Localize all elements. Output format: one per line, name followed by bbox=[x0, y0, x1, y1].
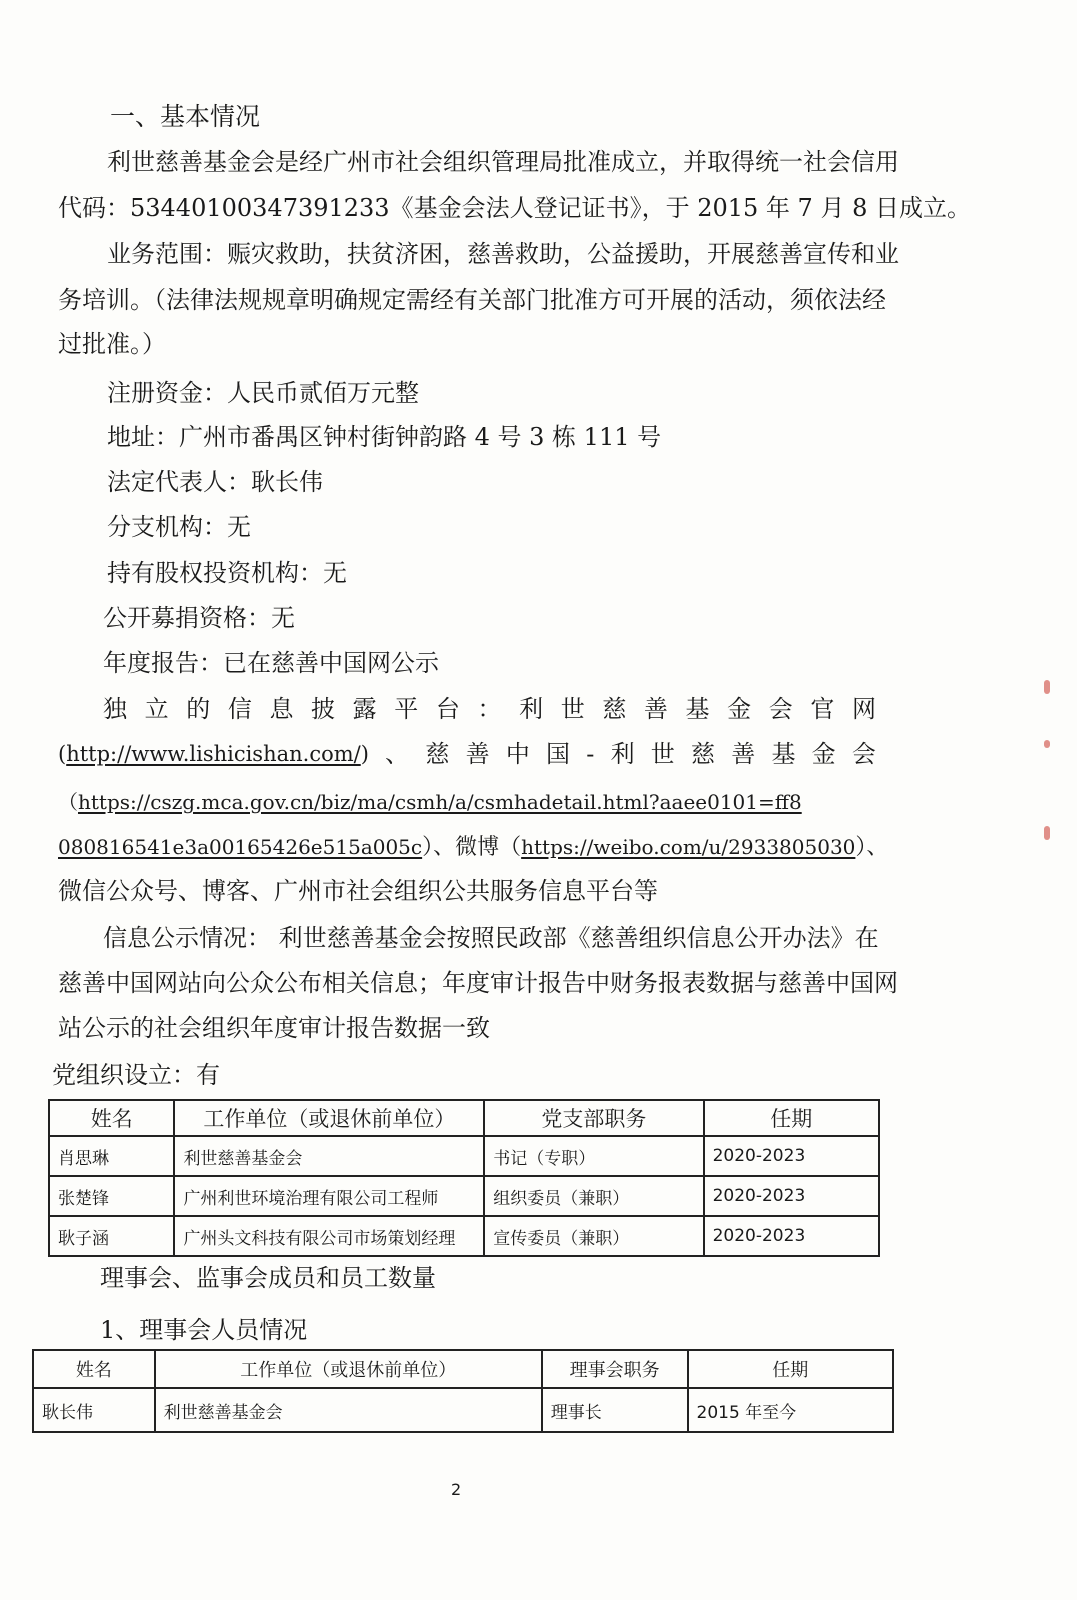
header-term: 任期 bbox=[704, 1100, 879, 1136]
section-heading: 一、基本情况 bbox=[110, 102, 261, 131]
table-row bbox=[49, 1136, 879, 1176]
header-board-position: 理事会职务 bbox=[542, 1350, 688, 1388]
cell-term: 2020-2023 bbox=[704, 1176, 879, 1216]
website-link[interactable]: http://www.lishicishan.com/ bbox=[66, 742, 361, 766]
header-workplace: 工作单位（或退休前单位） bbox=[155, 1350, 542, 1388]
header-name: 姓名 bbox=[49, 1100, 174, 1136]
table-row bbox=[33, 1388, 893, 1432]
business-scope-line-1: 业务范围：赈灾救助，扶贫济困，慈善救助，公益援助，开展慈善宣传和业 bbox=[107, 240, 899, 268]
business-scope-line-2: 务培训。（法律法规规章明确规定需经有关部门批准方可开展的活动，须依法经 bbox=[58, 286, 886, 314]
business-scope-line-3: 过批准。） bbox=[58, 330, 166, 358]
equity-investment: 持有股权投资机构：无 bbox=[107, 559, 347, 587]
weibo-link[interactable]: https://weibo.com/u/2933805030 bbox=[521, 835, 856, 859]
cell-name: 耿子涵 bbox=[49, 1216, 174, 1256]
intro-line-1: 利世慈善基金会是经广州市社会组织管理局批准成立，并取得统一社会信用 bbox=[107, 148, 899, 176]
disclosure-label: 独 立 的 信 息 披 露 平 台 ： 利 世 慈 善 基 金 会 官 网 bbox=[103, 695, 876, 723]
cell-term: 2020-2023 bbox=[704, 1136, 879, 1176]
table-row bbox=[49, 1176, 879, 1216]
cell-workplace: 广州利世环境治理有限公司工程师 bbox=[174, 1176, 484, 1216]
party-org-status: 党组织设立：有 bbox=[52, 1061, 220, 1089]
edge-stamp-mark bbox=[1044, 680, 1050, 694]
info-public-line-1: 信息公示情况： 利世慈善基金会按照民政部《慈善组织信息公开办法》在 bbox=[103, 924, 879, 952]
page-number: 2 bbox=[451, 1480, 462, 1499]
cell-workplace: 广州头文科技有限公司市场策划经理 bbox=[174, 1216, 484, 1256]
registered-capital: 注册资金：人民币贰佰万元整 bbox=[107, 379, 419, 407]
address: 地址：广州市番禺区钟村街钟韵路 4 号 3 栋 111 号 bbox=[107, 423, 662, 451]
edge-stamp-mark bbox=[1044, 826, 1050, 840]
cell-position: 宣传委员（兼职） bbox=[484, 1216, 703, 1256]
cell-term: 2015 年至今 bbox=[688, 1388, 894, 1432]
cell-position: 书记（专职） bbox=[484, 1136, 703, 1176]
info-public-line-2: 慈善中国网站向公众公布相关信息；年度审计报告中财务报表数据与慈善中国网 bbox=[58, 969, 898, 997]
edge-stamp-mark bbox=[1044, 740, 1050, 748]
intro-line-2: 代码：53440100347391233《基金会法人登记证书》，于 2015 年 7 月 8 日成立。 bbox=[58, 194, 971, 222]
cell-position: 组织委员（兼职） bbox=[484, 1176, 703, 1216]
header-workplace: 工作单位（或退休前单位） bbox=[174, 1100, 484, 1136]
board-heading: 理事会、监事会成员和员工数量 bbox=[100, 1264, 436, 1292]
cell-workplace: 利世慈善基金会 bbox=[155, 1388, 542, 1432]
board-table-header bbox=[33, 1350, 893, 1388]
cszg-link-continued[interactable]: 080816541e3a00165426e515a005c bbox=[58, 835, 423, 859]
header-term: 任期 bbox=[688, 1350, 894, 1388]
disclosure-line-2: (http://www.lishicishan.com/) 、 慈 善 中 国 - 利 世 慈 善 基 金 会 bbox=[58, 740, 876, 768]
legal-representative: 法定代表人：耿长伟 bbox=[107, 468, 323, 496]
disclosure-line-5: 微信公众号、博客、广州市社会组织公共服务信息平台等 bbox=[58, 877, 658, 905]
header-party-position: 党支部职务 bbox=[484, 1100, 703, 1136]
header-name: 姓名 bbox=[33, 1350, 155, 1388]
board-table bbox=[32, 1349, 894, 1433]
party-table bbox=[48, 1099, 880, 1257]
cell-position: 理事长 bbox=[542, 1388, 688, 1432]
cell-name: 肖思琳 bbox=[49, 1136, 174, 1176]
disclosure-line-3: （https://cszg.mca.gov.cn/biz/ma/csmh/a/csmhadetail.html?aaee0101=ff8 bbox=[58, 790, 802, 814]
board-subheading: 1、理事会人员情况 bbox=[100, 1316, 308, 1344]
annual-report: 年度报告：已在慈善中国网公示 bbox=[103, 649, 439, 677]
cell-term: 2020-2023 bbox=[704, 1216, 879, 1256]
cell-workplace: 利世慈善基金会 bbox=[174, 1136, 484, 1176]
table-row bbox=[49, 1216, 879, 1256]
party-table-header bbox=[49, 1100, 879, 1136]
disclosure-line-4: 080816541e3a00165426e515a005c）、微博（https://weibo.com/u/2933805030）、 bbox=[58, 835, 889, 860]
cell-name: 耿长伟 bbox=[33, 1388, 155, 1432]
branch-organization: 分支机构：无 bbox=[107, 513, 251, 541]
cszg-link[interactable]: https://cszg.mca.gov.cn/biz/ma/csmh/a/csmhadetail.html?aaee0101=ff8 bbox=[78, 790, 802, 814]
fundraising-qualification: 公开募捐资格：无 bbox=[103, 604, 295, 632]
info-public-line-3: 站公示的社会组织年度审计报告数据一致 bbox=[58, 1014, 490, 1042]
cell-name: 张楚锋 bbox=[49, 1176, 174, 1216]
